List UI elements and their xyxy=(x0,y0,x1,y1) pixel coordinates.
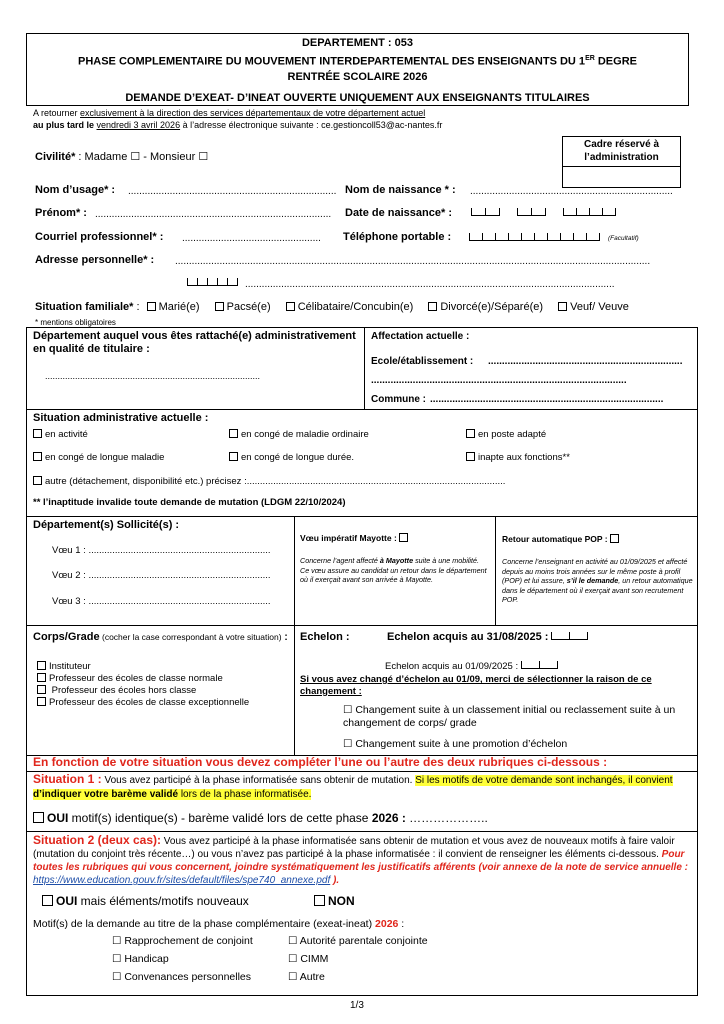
situation2-label-cases: (deux cas): xyxy=(97,833,162,847)
admin-box-divider xyxy=(562,166,681,167)
voeu-field[interactable]: ..................................................................... xyxy=(88,570,271,581)
situation1-highlight-bold: d’indiquer votre barème validé xyxy=(33,788,179,800)
return-info-underlined: exclusivement à la direction des services départementaux de votre département actuel xyxy=(80,108,426,118)
situation2-non-label: NON xyxy=(328,894,355,908)
inaptitude-note: ** l’inaptitude invalide toute demande de mutation (LDGM 22/10/2024) xyxy=(33,497,346,508)
checkbox[interactable] xyxy=(37,661,46,670)
nom-naissance-label: Nom de naissance * : xyxy=(345,184,456,196)
opt-conge-longue-duree[interactable] xyxy=(229,452,354,463)
echelon-sept-label: Echelon acquis au 01/09/2025 : xyxy=(385,661,519,672)
admin-box-label: Cadre réservé à l’administration xyxy=(583,139,660,163)
mayotte-checkbox[interactable] xyxy=(399,533,408,542)
voeu-field[interactable]: ..................................................................... xyxy=(88,596,271,607)
corps-pe-classe-exceptionnelle[interactable] xyxy=(37,697,249,708)
option-label: en congé de maladie ordinaire xyxy=(241,429,369,440)
voeu-label: Vœu 1 : xyxy=(52,545,86,556)
situation1-highlight-end: lors de la phase informatisée. xyxy=(178,788,312,800)
adresse-city-field[interactable]: ..................................................................................................................................... xyxy=(245,279,615,290)
adresse-label: Adresse personnelle* : xyxy=(35,254,155,266)
telephone-boxes[interactable] xyxy=(469,233,600,241)
checkbox[interactable] xyxy=(37,697,46,706)
mentions-obligatoires: * mentions obligatoires xyxy=(35,318,116,327)
postal-code-boxes[interactable] xyxy=(187,278,238,286)
adresse-postal-code[interactable] xyxy=(187,278,238,289)
echelon-aout-label: Echelon acquis au 31/08/2025 : xyxy=(387,631,549,643)
echelon-aout-boxes[interactable] xyxy=(551,632,588,640)
checkbox[interactable] xyxy=(147,302,156,311)
row-divider-2 xyxy=(26,516,698,517)
motif-handicap[interactable]: ☐ Handicap xyxy=(112,953,169,965)
mayotte-text-end: suite à une mobilité. Ce vœu assure au candidat un retour dans le département où il exerçait avant son arrivée à Mayotte. xyxy=(300,556,487,584)
situation2-description: Vous avez participé à la phase informatisée sans obtenir de mutation et vous avez de nouveaux motifs à faire valoir (mutation du conjoint très récente…) ou vous n’avez pas participé à la phase informatisée : il convient de renseigner les éléments ci-dessous. xyxy=(33,836,675,860)
autre-field[interactable]: .................................................................................................. xyxy=(246,476,506,487)
rattachement-field[interactable]: ...................................................................................... xyxy=(45,371,261,381)
pop-label: Retour automatique POP : xyxy=(502,534,608,544)
option-label: en congé de longue durée. xyxy=(241,452,355,463)
echelon-acquis-aout[interactable] xyxy=(387,631,588,643)
motifs-title xyxy=(33,918,404,930)
option-pacse[interactable] xyxy=(215,301,271,313)
telephone-field[interactable] xyxy=(469,233,600,244)
option-label: en congé de longue maladie xyxy=(45,452,165,463)
voeu-2-row[interactable] xyxy=(52,570,271,581)
affectation-label: Affectation actuelle : xyxy=(371,331,470,342)
corps-title xyxy=(33,631,288,644)
col-divider-dept-2 xyxy=(495,516,496,625)
nom-usage-field[interactable]: ........................................................................... xyxy=(128,186,337,197)
row-divider-6 xyxy=(26,831,698,832)
opt-inapte[interactable] xyxy=(466,452,570,463)
opt-conge-maladie-ordinaire[interactable] xyxy=(229,429,369,440)
corps-pe-classe-normale[interactable] xyxy=(37,673,223,684)
checkbox[interactable] xyxy=(33,429,42,438)
header-phase-text: PHASE COMPLEMENTAIRE DU MOUVEMENT INTERDEPARTEMENTAL DES ENSEIGNANTS DU 1 xyxy=(78,55,586,68)
nom-usage-label: Nom d’usage* : xyxy=(35,184,116,196)
date-day-boxes[interactable] xyxy=(471,208,500,216)
situation-admin-title: Situation administrative actuelle : xyxy=(33,412,209,424)
col-divider-corps xyxy=(294,625,295,755)
commune-field[interactable]: .................................................................................... xyxy=(430,394,664,405)
date-naissance-field[interactable] xyxy=(471,208,616,219)
voeu-3-row[interactable] xyxy=(52,596,271,607)
option-label: Célibataire/Concubin(e) xyxy=(297,301,414,313)
motifs-label: Motif(s) de la demande au titre de la phase complémentaire (exeat-ineat) xyxy=(33,918,376,930)
voeu-field[interactable]: ..................................................................... xyxy=(88,545,271,556)
situation1-oui-checkbox[interactable] xyxy=(33,812,44,823)
situation1-bareme-field[interactable]: ……………….. xyxy=(405,811,488,825)
voeu-label: Vœu 2 : xyxy=(52,570,86,581)
opt-poste-adapte[interactable] xyxy=(466,429,546,440)
header-rentree: RENTRÉE SCOLAIRE 2026 xyxy=(287,71,428,83)
option-label: Veuf/ Veuve xyxy=(570,301,629,313)
civilite-row[interactable] xyxy=(35,150,208,163)
situation2-justificatifs: Pour toutes les rubriques qui vous concernent, joindre systématiquement les justificatifs afférents (voir annexe de la note de service annuelle : xyxy=(33,849,689,873)
raison-reclassement[interactable]: ☐ Changement suite à un classement initial ou reclassement suite à un changement de corps/ grade xyxy=(343,704,676,729)
header-phase-title xyxy=(26,55,689,68)
prenom-field[interactable]: ..................................................................................... xyxy=(95,209,332,220)
courriel-field[interactable]: .................................................. xyxy=(182,233,321,244)
ecole-label: Ecole/établissement : xyxy=(371,356,474,367)
option-label: autre (détachement, disponibilité etc.) précisez : xyxy=(45,476,247,487)
nom-naissance-field[interactable]: ......................................................................... xyxy=(470,186,673,197)
option-label: Divorcé(e)/Séparé(e) xyxy=(440,301,544,313)
col-divider-dept-1 xyxy=(294,516,295,625)
return-info-line2 xyxy=(33,120,442,130)
situation1-text xyxy=(33,773,693,801)
corps-instituteur[interactable] xyxy=(37,661,91,672)
situation2-oui-rest: mais éléments/motifs nouveaux xyxy=(77,894,249,908)
checkbox[interactable] xyxy=(33,476,42,485)
situation2-justificatifs-end: ). xyxy=(330,875,340,886)
date-year-boxes[interactable] xyxy=(563,208,616,216)
pop-text-bold: s’il le demande xyxy=(566,576,619,585)
option-label: inapte aux fonctions** xyxy=(478,452,570,463)
opt-en-activite[interactable] xyxy=(33,429,88,440)
col-divider-rattachement xyxy=(364,327,365,409)
motif-cimm[interactable]: ☐ CIMM xyxy=(288,953,329,965)
ecole-field[interactable]: ...................................................................... xyxy=(488,356,683,367)
header-demande: DEMANDE D’EXEAT- D’INEAT OUVERTE UNIQUEMENT AUX ENSEIGNANTS TITULAIRES xyxy=(125,92,590,104)
fonction-title: En fonction de votre situation vous devez compléter l’une ou l’autre des deux rubriques ci-dessous : xyxy=(33,755,608,769)
corps-colon: : xyxy=(281,632,288,643)
opt-conge-longue-maladie[interactable] xyxy=(33,452,164,463)
option-marie[interactable] xyxy=(147,301,200,313)
option-label: en activité xyxy=(45,429,88,440)
pop-text-end: , un retour automatique dans le département où il exerçait avant son recrutement POP. xyxy=(502,576,693,604)
annexe-link[interactable]: https://www.education.gouv.fr/sites/default/files/spe740_annexe.pdf xyxy=(33,875,331,886)
raison-promotion[interactable]: ☐ Changement suite à une promotion d’échelon xyxy=(343,738,568,750)
checkbox[interactable] xyxy=(215,302,224,311)
situation2-oui-row[interactable] xyxy=(42,894,249,908)
situation1-oui-label: OUI xyxy=(47,811,69,825)
echelon-acquis-septembre[interactable] xyxy=(385,661,558,672)
situation2-oui-label: OUI xyxy=(56,894,78,908)
corps-pe-hors-classe[interactable] xyxy=(37,685,196,696)
checkbox[interactable] xyxy=(37,673,46,682)
page-number: 1/3 xyxy=(350,1000,364,1011)
header-department: DEPARTEMENT : 053 xyxy=(301,37,414,49)
date-month-boxes[interactable] xyxy=(517,208,546,216)
checkbox[interactable] xyxy=(558,302,567,311)
situation-familiale-label: Situation familiale* xyxy=(35,301,134,313)
situation1-oui-row[interactable] xyxy=(33,811,488,825)
mayotte-title[interactable] xyxy=(300,533,411,543)
situation1-year: 2026 : xyxy=(371,811,406,825)
row-divider-5 xyxy=(26,771,698,772)
return-email[interactable]: ce.gestioncoll53@ac-nantes.fr xyxy=(321,120,443,130)
checkbox[interactable] xyxy=(229,452,238,461)
telephone-optional: (Facultatif) xyxy=(608,235,639,242)
situation1-label: Situation 1 : xyxy=(33,772,102,786)
voeu-1-row[interactable] xyxy=(52,545,271,556)
pop-checkbox[interactable] xyxy=(610,534,619,543)
checkbox[interactable] xyxy=(229,429,238,438)
motif-rapprochement[interactable]: ☐ Rapprochement de conjoint xyxy=(112,935,253,947)
echelon-sept-boxes[interactable] xyxy=(521,661,558,669)
motif-autre[interactable]: ☐ Autre xyxy=(288,971,325,983)
commune-label: Commune : xyxy=(371,394,426,405)
corps-label: Corps/Grade xyxy=(33,631,100,643)
option-divorce[interactable] xyxy=(428,301,543,313)
checkbox[interactable] xyxy=(466,429,475,438)
option-label: Professeur des écoles de classe exceptionnelle xyxy=(49,697,250,708)
date-naissance-label: Date de naissance* : xyxy=(345,207,452,219)
situation2-label: Situation 2 xyxy=(33,833,98,847)
header-phase-text-end: DEGRE xyxy=(594,55,637,68)
header-phase-sup: ER xyxy=(585,55,595,62)
changement-echelon: Si vous avez changé d’échelon au 01/09, merci de sélectionner la raison de ce changement : xyxy=(300,674,652,697)
mayotte-text: Concerne l’agent affecté xyxy=(300,556,380,565)
pop-title[interactable] xyxy=(502,534,622,544)
situation2-text xyxy=(33,834,693,887)
rattachement-title: Département auquel vous êtes rattaché(e) administrativement en qualité de titulaire : xyxy=(33,330,356,355)
checkbox[interactable] xyxy=(33,452,42,461)
situation2-non-row[interactable] xyxy=(314,894,355,908)
situation-familiale-row[interactable]: Situation familiale* : Marié(e) Pacsé(e) Célibataire/Concubin(e) Divorcé(e)/Séparé(e) Veuf/ Veuve xyxy=(35,301,629,313)
option-label: Professeur des écoles de classe normale xyxy=(49,673,223,684)
row-divider-3 xyxy=(26,625,698,626)
motifs-colon: : xyxy=(398,918,405,930)
return-info-text: A retourner xyxy=(33,108,81,118)
mayotte-description xyxy=(300,556,488,585)
motif-convenances[interactable]: ☐ Convenances personnelles xyxy=(112,971,251,983)
option-veuf[interactable] xyxy=(558,301,629,313)
return-email-label: à l’adresse électronique suivante : xyxy=(180,120,322,130)
checkbox[interactable] xyxy=(428,302,437,311)
checkbox[interactable] xyxy=(37,685,46,694)
deadline-label: au plus tard le xyxy=(33,120,97,130)
deadline-date: vendredi 3 avril 2026 xyxy=(96,120,181,130)
pop-description xyxy=(502,557,694,605)
checkbox[interactable] xyxy=(286,302,295,311)
civilite-options[interactable]: : Madame ☐ - Monsieur ☐ xyxy=(78,151,209,163)
corps-subtitle: (cocher la case correspondant à votre situation) xyxy=(99,632,282,642)
ecole-field-line2[interactable]: ............................................................................................ xyxy=(371,375,627,386)
opt-autre[interactable] xyxy=(33,476,505,487)
situation2-oui-checkbox[interactable] xyxy=(42,895,53,906)
motif-autorite-parentale[interactable]: ☐ Autorité parentale conjointe xyxy=(288,935,428,947)
situation1-bareme-label: motif(s) identique(s) - barème validé lors de cette phase xyxy=(68,811,372,825)
option-label: Professeur des écoles hors classe xyxy=(49,685,197,696)
echelon-label: Echelon : xyxy=(300,631,350,643)
pop-text: Concerne l’enseignant en activité au 01/09/2025 et affecté depuis au moins trois années sur le même poste à profil (POP) et lui assure, xyxy=(502,557,688,585)
option-label: en poste adapté xyxy=(478,429,547,440)
voeu-label: Vœu 3 : xyxy=(52,596,86,607)
option-label: Pacsé(e) xyxy=(226,301,271,313)
departements-title: Département(s) Sollicité(s) : xyxy=(33,519,180,531)
courriel-label: Courriel professionnel* : xyxy=(35,231,164,243)
option-label: Instituteur xyxy=(49,661,91,672)
mayotte-label: Vœu impératif Mayotte : xyxy=(300,533,397,543)
situation2-non-checkbox[interactable] xyxy=(314,895,325,906)
option-label: Marié(e) xyxy=(158,301,200,313)
mayotte-text-bold: à Mayotte xyxy=(379,556,414,565)
prenom-label: Prénom* : xyxy=(35,207,87,219)
adresse-field[interactable]: ........................................................................................................................................................................... xyxy=(175,256,651,267)
situation1-highlight: Si les motifs de votre demande sont inchangés, il convient xyxy=(415,775,673,786)
option-celibataire[interactable] xyxy=(286,301,414,313)
motifs-year: 2026 xyxy=(375,918,399,930)
checkbox[interactable] xyxy=(466,452,475,461)
telephone-label: Téléphone portable : xyxy=(343,231,452,243)
return-info-line1 xyxy=(33,108,425,118)
civilite-label: Civilité* xyxy=(35,151,76,163)
situation1-description: Vous avez participé à la phase informatisée sans obtenir de mutation. xyxy=(104,775,416,786)
row-divider-1 xyxy=(26,409,698,410)
